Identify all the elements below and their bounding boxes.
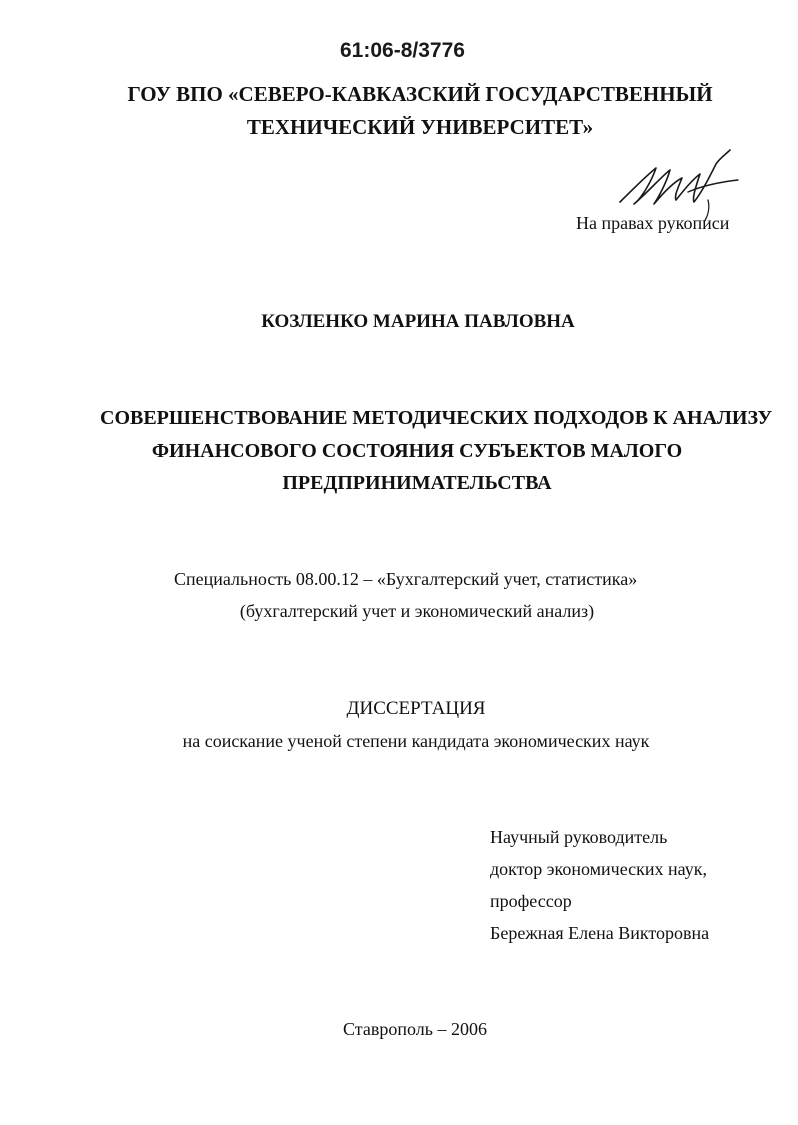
manuscript-note: На правах рукописи xyxy=(576,213,730,233)
title-line-1: СОВЕРШЕНСТВОВАНИЕ МЕТОДИЧЕСКИХ ПОДХОДОВ К АНАЛИЗУ xyxy=(100,407,773,429)
supervisor-rank: профессор xyxy=(490,891,572,911)
supervisor-name: Бережная Елена Викторовна xyxy=(490,923,710,943)
document-code: 61:06-8/3776 xyxy=(340,39,465,62)
place-year: Ставрополь – 2006 xyxy=(343,1019,487,1039)
specialty-line-1: Специальность 08.00.12 – «Бухгалтерский учет, статистика» xyxy=(174,569,638,589)
degree-line: на соискание ученой степени кандидата экономических наук xyxy=(182,731,650,751)
author-name: КОЗЛЕНКО МАРИНА ПАВЛОВНА xyxy=(261,311,575,332)
supervisor-role: Научный руководитель xyxy=(490,827,668,847)
title-line-2: ФИНАНСОВОГО СОСТОЯНИЯ СУБЪЕКТОВ МАЛОГО xyxy=(151,440,683,462)
organization-line-1: ГОУ ВПО «СЕВЕРО-КАВКАЗСКИЙ ГОСУДАРСТВЕННЫЙ xyxy=(127,82,713,106)
work-type: ДИССЕРТАЦИЯ xyxy=(346,698,486,719)
title-line-3: ПРЕДПРИНИМАТЕЛЬСТВА xyxy=(282,472,552,494)
supervisor-degree: доктор экономических наук, xyxy=(490,859,707,879)
organization-line-2: ТЕХНИЧЕСКИЙ УНИВЕРСИТЕТ» xyxy=(246,115,594,139)
specialty-line-2: (бухгалтерский учет и экономический анализ) xyxy=(239,601,595,621)
